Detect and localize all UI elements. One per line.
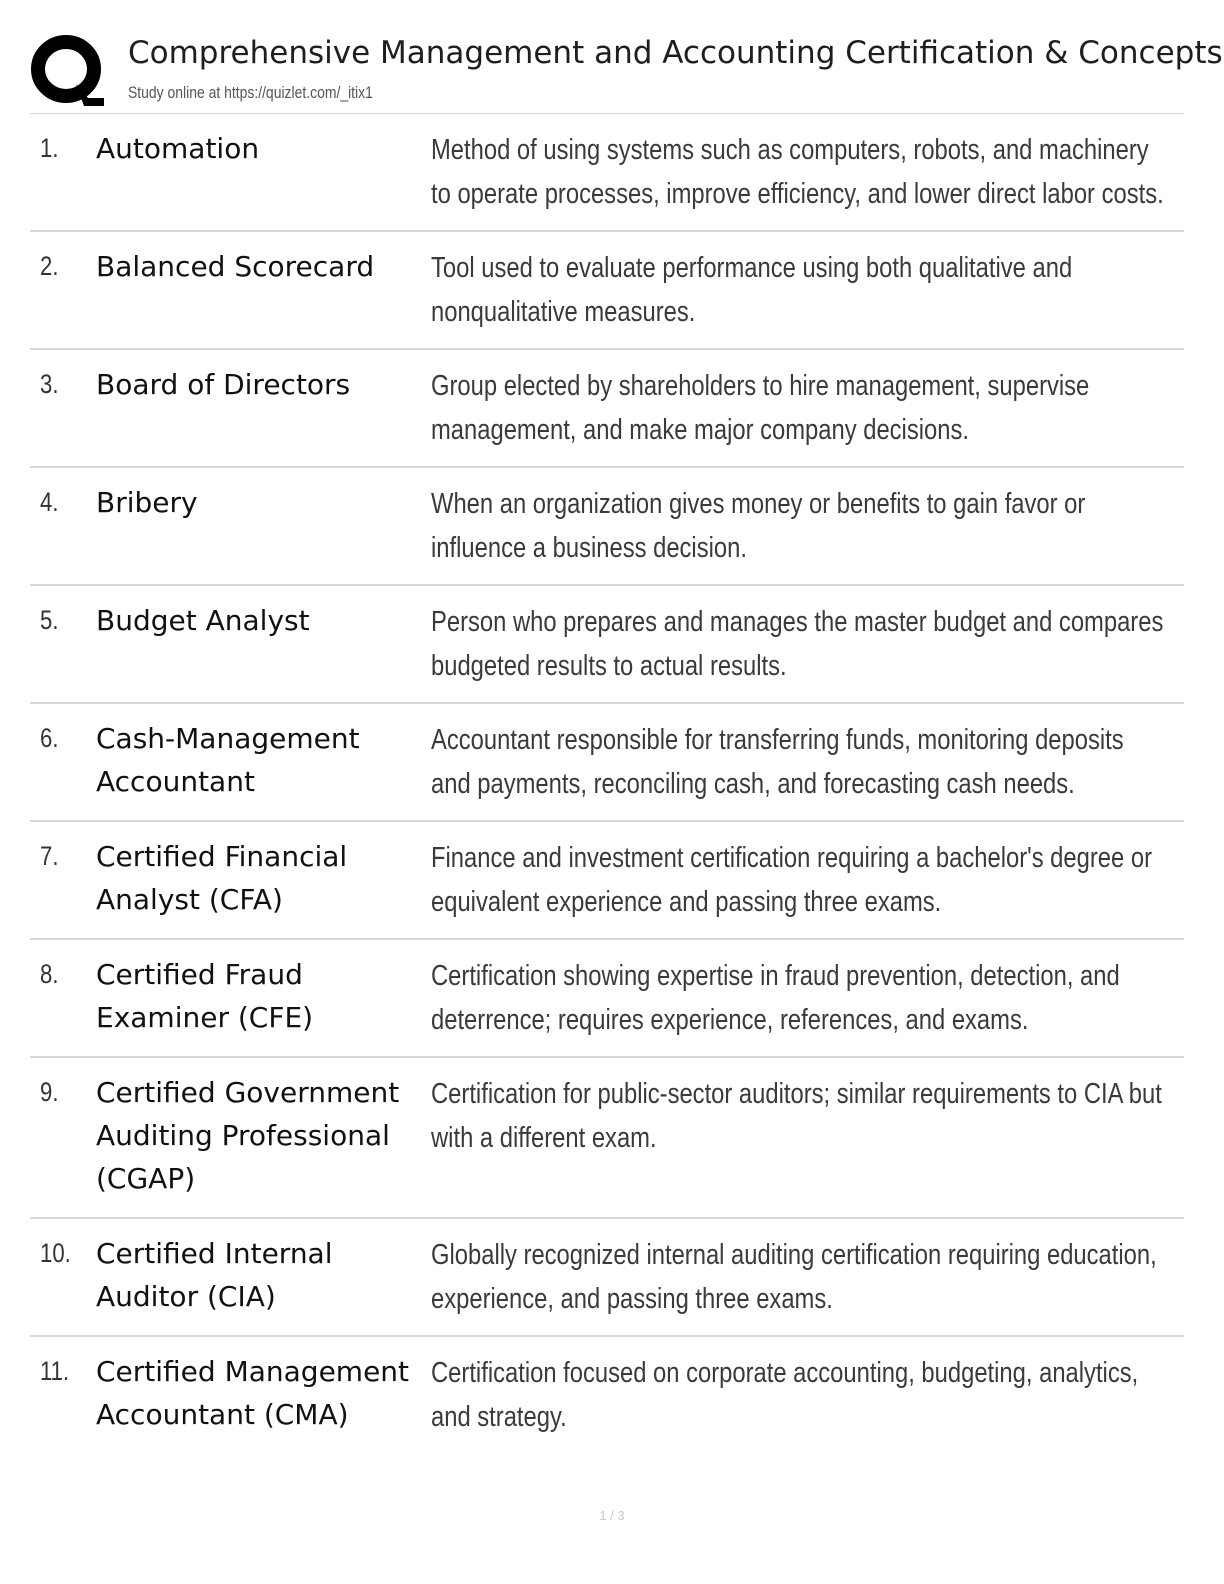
term-row <box>30 822 1184 940</box>
term-number: 7. <box>40 841 59 871</box>
term-row <box>30 1058 1184 1219</box>
term-row <box>30 704 1184 822</box>
term-word: Certified Fraud Examiner (CFE) <box>96 958 314 1034</box>
term-row <box>30 114 1184 232</box>
term-number: 1. <box>40 133 59 163</box>
term-definition: Tool used to evaluate performance using both qualitative and nonqualitative measures. <box>431 252 1073 328</box>
term-number: 2. <box>40 251 59 281</box>
term-word: Certified Internal Auditor (CIA) <box>96 1237 333 1313</box>
term-number: 3. <box>40 369 59 399</box>
term-definition: Person who prepares and manages the master budget and compares budgeted results to actual results. <box>431 606 1164 682</box>
term-row <box>30 232 1184 350</box>
term-word: Automation <box>96 132 260 165</box>
term-word: Balanced Scorecard <box>96 250 375 283</box>
term-word: Bribery <box>96 486 198 519</box>
term-number: 10. <box>40 1238 71 1268</box>
term-row <box>30 1337 1184 1487</box>
term-definition: Certification showing expertise in fraud prevention, detection, and deterrence; requires experience, references, and exams. <box>431 960 1120 1036</box>
study-online-link[interactable]: Study online at https://quizlet.com/_itix1 <box>128 83 373 102</box>
term-number: 8. <box>40 959 59 989</box>
term-row <box>30 350 1184 468</box>
term-definition: When an organization gives money or benefits to gain favor or influence a business decision. <box>431 488 1086 564</box>
term-row <box>30 940 1184 1058</box>
term-row <box>30 468 1184 586</box>
term-definition: Accountant responsible for transferring funds, monitoring deposits and payments, reconciling cash, and forecasting cash needs. <box>431 724 1124 800</box>
term-row <box>30 1219 1184 1337</box>
term-word: Budget Analyst <box>96 604 310 637</box>
term-number: 9. <box>40 1077 59 1107</box>
page-title: Comprehensive Management and Accounting Certification & Concepts <box>128 35 1223 71</box>
term-word: Certified Government Auditing Professional (CGAP) <box>96 1076 400 1195</box>
term-number: 4. <box>40 487 59 517</box>
term-definition: Certification focused on corporate accounting, budgeting, analytics, and strategy. <box>431 1357 1139 1433</box>
terms-list <box>30 114 1184 1487</box>
term-word: Cash-Management Accountant <box>96 722 360 798</box>
term-definition: Finance and investment certification requiring a bachelor's degree or equivalent experience and passing three exams. <box>431 842 1152 918</box>
quizlet-q-logo-icon <box>30 32 106 108</box>
term-definition: Method of using systems such as computers, robots, and machinery to operate processes, improve efficiency, and lower direct labor costs. <box>431 134 1164 210</box>
term-word: Board of Directors <box>96 368 351 401</box>
term-number: 6. <box>40 723 59 753</box>
term-definition: Group elected by shareholders to hire management, supervise management, and make major company decisions. <box>431 370 1090 446</box>
term-row <box>30 586 1184 704</box>
term-definition: Globally recognized internal auditing certification requiring education, experience, and passing three exams. <box>431 1239 1157 1315</box>
term-definition: Certification for public-sector auditors; similar requirements to CIA but with a different exam. <box>431 1078 1162 1154</box>
page-number: 1 / 3 <box>599 1508 625 1523</box>
term-number: 11. <box>40 1356 70 1386</box>
term-number: 5. <box>40 605 59 635</box>
term-word: Certified Financial Analyst (CFA) <box>96 840 348 916</box>
term-word: Certified Management Accountant (CMA) <box>96 1355 410 1431</box>
